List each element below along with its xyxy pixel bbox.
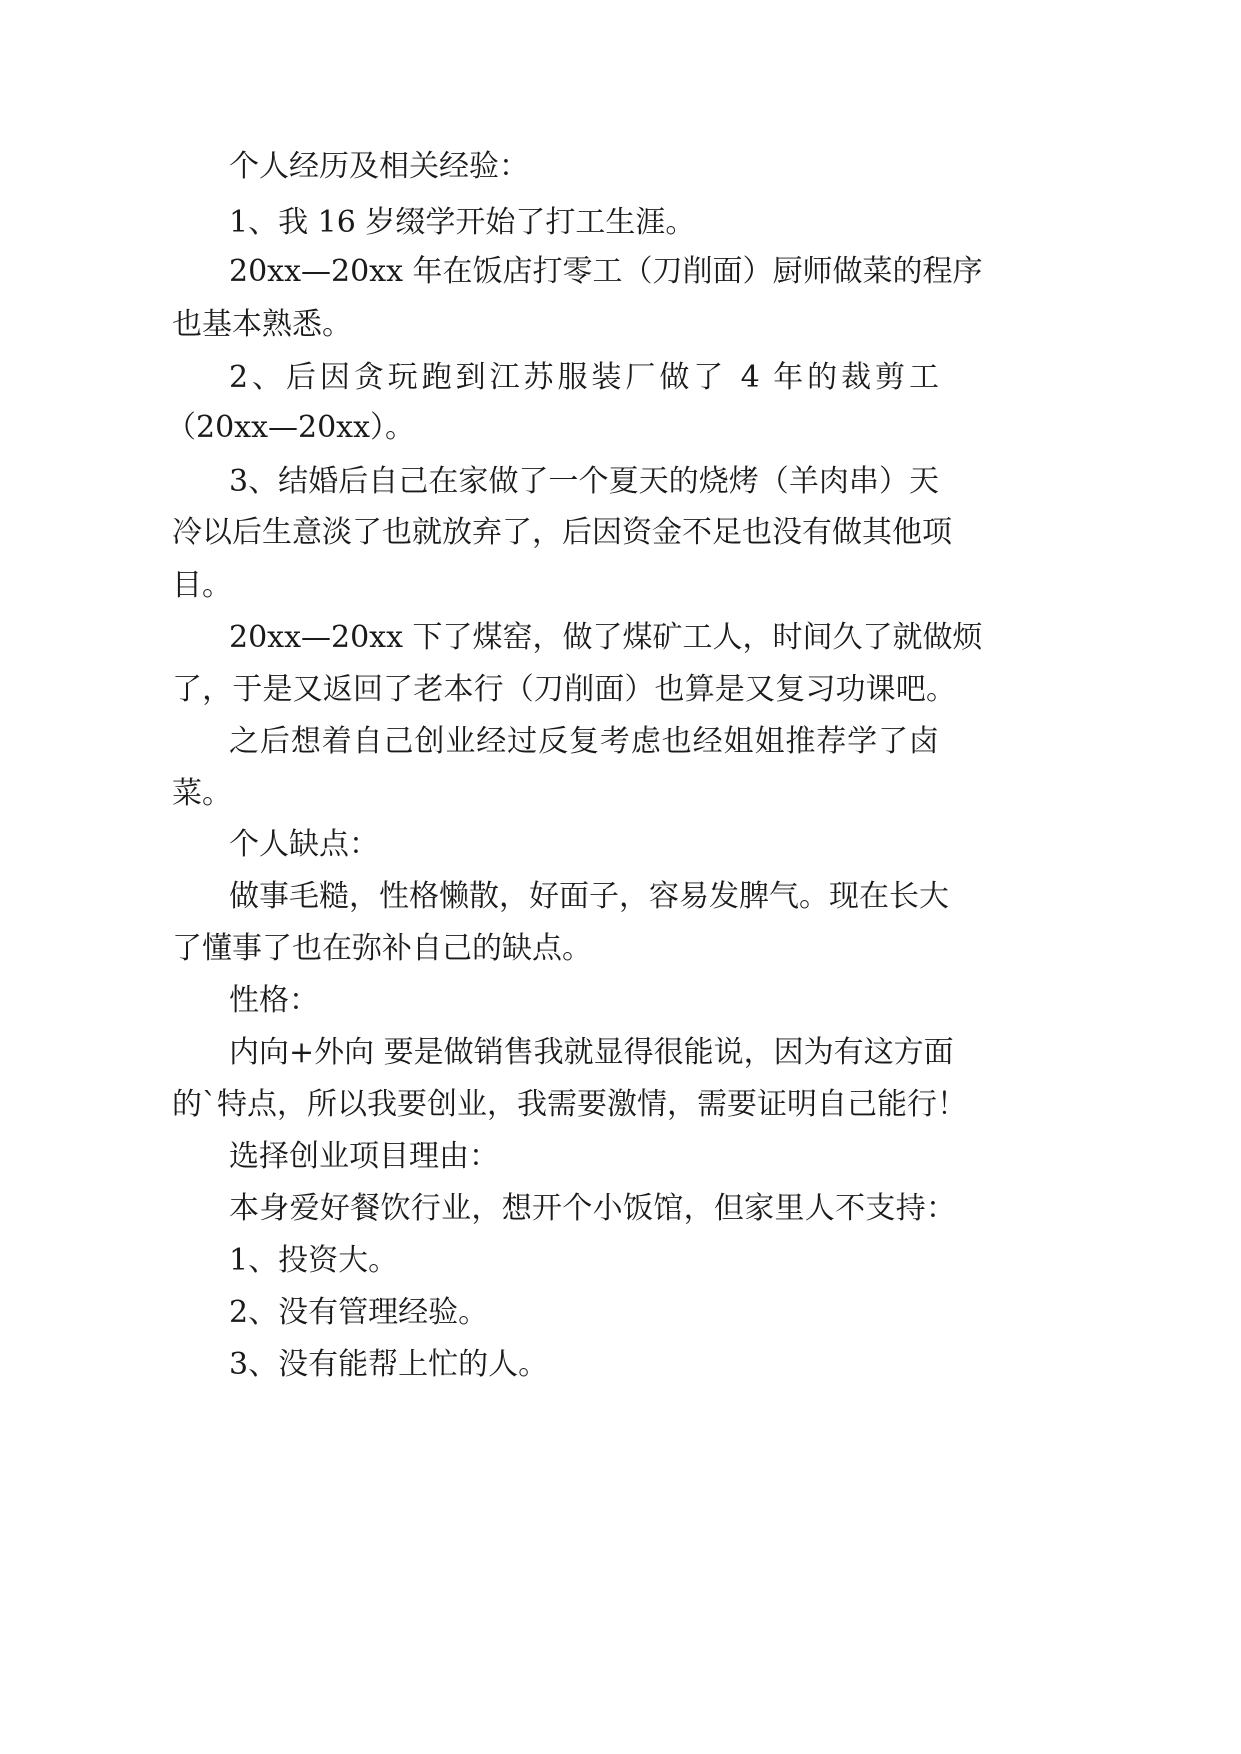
- text-line: （20xx—20xx）。: [166, 410, 416, 445]
- text-line: 目。: [172, 568, 232, 603]
- text-line: 3、结婚后自己在家做了一个夏天的烧烤（羊肉串）天: [229, 464, 939, 499]
- text-line: 菜。: [172, 776, 232, 811]
- list-item: 3、没有能帮上忙的人。: [229, 1347, 549, 1382]
- text-line: 2、后因贪玩跑到江苏服装厂做了 4 年的裁剪工: [229, 360, 939, 395]
- text-line: 20xx—20xx 年在饭店打零工（刀削面）厨师做菜的程序: [229, 254, 983, 289]
- text-line: 之后想着自己创业经过反复考虑也经姐姐推荐学了卤: [229, 724, 939, 759]
- heading-personal-experience: 个人经历及相关经验：: [229, 149, 529, 184]
- text-line: 了懂事了也在弥补自己的缺点。: [172, 931, 592, 966]
- text-line: 做事毛糙，性格懒散，好面子，容易发脾气。现在长大: [229, 879, 949, 914]
- text-line: 了，于是又返回了老本行（刀削面）也算是又复习功课吧。: [172, 672, 956, 707]
- heading-personal-weaknesses: 个人缺点：: [229, 827, 379, 862]
- list-item: 1、投资大。: [229, 1243, 399, 1278]
- heading-personality: 性格：: [229, 983, 319, 1018]
- heading-project-reason: 选择创业项目理由：: [229, 1139, 499, 1174]
- text-line: 20xx—20xx 下了煤窑，做了煤矿工人，时间久了就做烦: [229, 620, 983, 655]
- text-line: 本身爱好餐饮行业，想开个小饭馆，但家里人不支持：: [229, 1191, 956, 1226]
- list-item: 2、没有管理经验。: [229, 1295, 489, 1330]
- text-line: 冷以后生意淡了也就放弃了，后因资金不足也没有做其他项: [172, 515, 952, 550]
- text-line: 内向+外向 要是做销售我就显得很能说，因为有这方面: [229, 1035, 954, 1070]
- text-line: 的`特点，所以我要创业，我需要激情，需要证明自己能行！: [172, 1087, 967, 1122]
- text-line: 也基本熟悉。: [172, 307, 352, 342]
- text-line: 1、我 16 岁缀学开始了打工生涯。: [229, 205, 696, 240]
